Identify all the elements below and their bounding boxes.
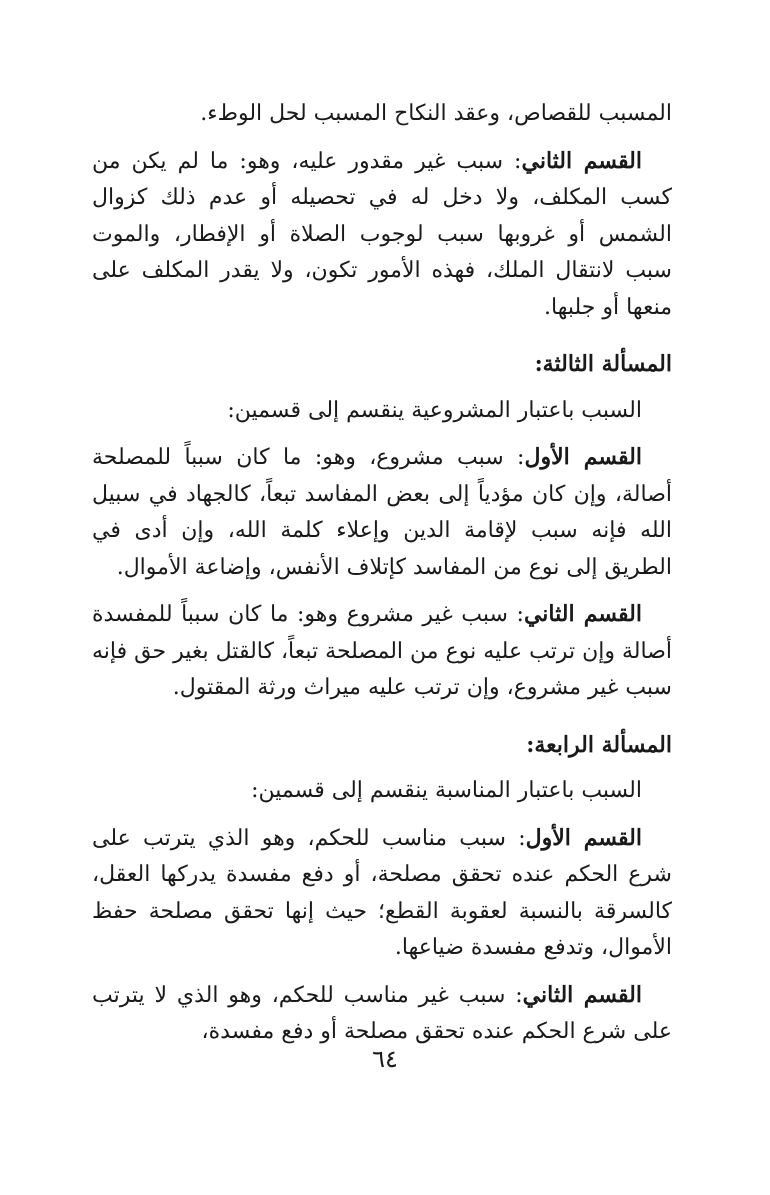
- section-label: القسم الثاني: [523, 601, 642, 627]
- paragraph-6: السبب باعتبار المناسبة ينقسم إلى قسمين:: [251, 778, 642, 803]
- paragraph-text: : سبب غير مشروع وهو: ما كان سبباً للمفسدة أصالة وإن ترتب عليه نوع من المصلحة تبعاً، كالقتل بغير حق فإنه سبب غير مشروع، وإن ترتب عليه ميراث ورثة المقتول.: [92, 602, 672, 700]
- paragraph-8: [92, 977, 672, 1051]
- page-body: [92, 96, 672, 1051]
- paragraph-5: [92, 596, 672, 707]
- section-label: القسم الأول: [524, 444, 642, 470]
- paragraph-2: [92, 143, 672, 327]
- section-label: القسم الثاني: [521, 147, 642, 174]
- paragraph-3: السبب باعتبار المشروعية ينقسم إلى قسمين:: [227, 397, 642, 423]
- heading-third-issue: المسألة الثالثة:: [534, 351, 672, 377]
- section-label: القسم الأول: [525, 824, 643, 851]
- page-number: ٦٤: [372, 1045, 398, 1073]
- heading-fourth-issue: المسألة الرابعة:: [526, 731, 672, 758]
- paragraph-text: : سبب غير مناسب للحكم، وهو الذي لا يترتب على شرع الحكم عنده تحقق مصلحة أو دفع مفسدة،: [92, 982, 672, 1044]
- paragraph-text: : سبب مناسب للحكم، وهو الذي يترتب على شرع الحكم عنده تحقق مصلحة، أو دفع مفسدة يدركها العقل، كالسرقة بالنسبة لعقوبة القطع؛ حيث إنها تحقق مصلحة حفظ الأموال، وتدفع مفسدة ضياعها.: [92, 825, 672, 960]
- paragraph-7: [92, 820, 672, 967]
- paragraph-1: المسبب للقصاص، وعقد النكاح المسبب لحل الوطء.: [200, 101, 672, 126]
- paragraph-4: [92, 439, 672, 586]
- section-label: القسم الثاني: [522, 981, 642, 1008]
- paragraph-text: : سبب غير مقدور عليه، وهو: ما لم يكن من كسب المكلف، ولا دخل له في تحصيله أو عدم ذلك كزوال الشمس أو غروبها سبب لوجوب الصلاة أو الإفطار، والموت سبب لانتقال الملك، فهذه الأمور تكون، ولا يقدر المكلف على منعها أو جلبها.: [92, 148, 672, 320]
- paragraph-text: : سبب مشروع، وهو: ما كان سبباً للمصلحة أصالة، وإن كان مؤدياً إلى بعض المفاسد تبعاً، كالجهاد في سبيل الله فإنه سبب لإقامة الدين وإعلاء كلمة الله، وإن أدى في الطريق إلى نوع من المفاسد كإتلاف الأنفس، وإضاعة الأموال.: [92, 445, 672, 580]
